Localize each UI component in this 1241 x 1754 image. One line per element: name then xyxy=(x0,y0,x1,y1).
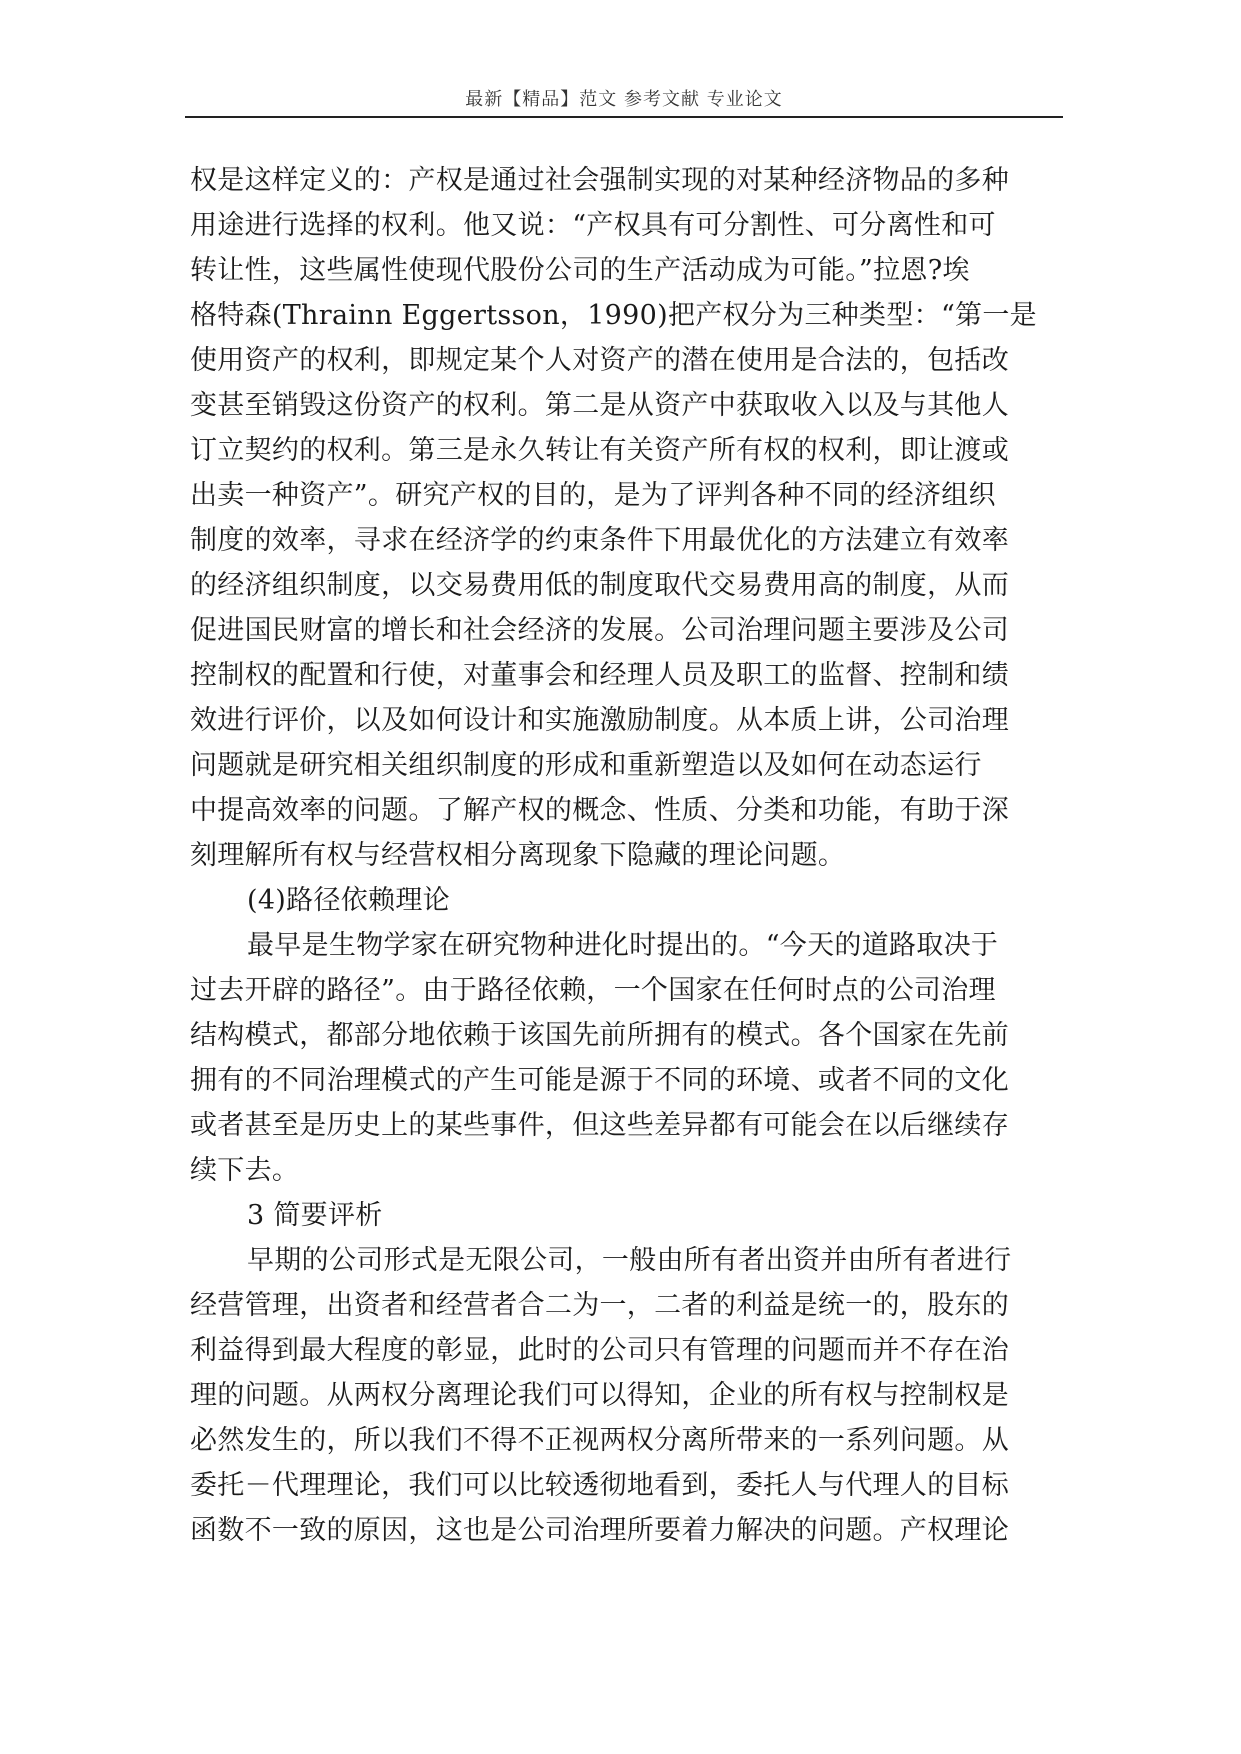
text-line: 刻理解所有权与经营权相分离现象下隐藏的理论问题。 xyxy=(190,840,846,871)
text-line: 最早是生物学家在研究物种进化时提出的。“今天的道路取决于 xyxy=(247,930,999,961)
text-line: 经营管理，出资者和经营者合二为一，二者的利益是统一的，股东的 xyxy=(190,1290,1009,1321)
text-line: 过去开辟的路径”。由于路径依赖，一个国家在任何时点的公司治理 xyxy=(190,975,996,1006)
page-header: 最新【精品】范文 参考文献 专业论文 xyxy=(465,89,783,110)
header-rule xyxy=(185,116,1063,118)
text-line: 出卖一种资产”。研究产权的目的，是为了评判各种不同的经济组织 xyxy=(190,480,996,511)
text-line: 续下去。 xyxy=(190,1155,300,1186)
text-line: 必然发生的，所以我们不得不正视两权分离所带来的一系列问题。从 xyxy=(190,1425,1009,1456)
text-line: 转让性，这些属性使现代股份公司的生产活动成为可能。”拉恩?埃 xyxy=(190,255,970,286)
section-heading: 3 简要评析 xyxy=(247,1200,383,1231)
text-line: 用途进行选择的权利。他又说：“产权具有可分割性、可分离性和可 xyxy=(190,210,996,241)
document-body xyxy=(190,158,1060,1553)
text-line: 理的问题。从两权分离理论我们可以得知，企业的所有权与控制权是 xyxy=(190,1380,1009,1411)
text-line: 使用资产的权利，即规定某个人对资产的潜在使用是合法的，包括改 xyxy=(190,345,1009,376)
text-line: 问题就是研究相关组织制度的形成和重新塑造以及如何在动态运行 xyxy=(190,750,982,781)
text-line: 订立契约的权利。第三是永久转让有关资产所有权的权利，即让渡或 xyxy=(190,435,1009,466)
text-line: 格特森(Thrainn Eggertsson，1990)把产权分为三种类型：“第一是 xyxy=(190,300,1037,331)
text-line: 的经济组织制度，以交易费用低的制度取代交易费用高的制度，从而 xyxy=(190,570,1009,601)
text-line: 结构模式，都部分地依赖于该国先前所拥有的模式。各个国家在先前 xyxy=(190,1020,1009,1051)
text-line: 效进行评价，以及如何设计和实施激励制度。从本质上讲，公司治理 xyxy=(190,705,1009,736)
text-line: 或者甚至是历史上的某些事件，但这些差异都有可能会在以后继续存 xyxy=(190,1110,1009,1141)
text-line: 制度的效率，寻求在经济学的约束条件下用最优化的方法建立有效率 xyxy=(190,525,1009,556)
text-line: 委托－代理理论，我们可以比较透彻地看到，委托人与代理人的目标 xyxy=(190,1470,1009,1501)
text-line: 控制权的配置和行使，对董事会和经理人员及职工的监督、控制和绩 xyxy=(190,660,1009,691)
text-line: 函数不一致的原因，这也是公司治理所要着力解决的问题。产权理论 xyxy=(190,1515,1009,1546)
text-line: 拥有的不同治理模式的产生可能是源于不同的环境、或者不同的文化 xyxy=(190,1065,1009,1096)
text-line: 利益得到最大程度的彰显，此时的公司只有管理的问题而并不存在治 xyxy=(190,1335,1009,1366)
text-line: 中提高效率的问题。了解产权的概念、性质、分类和功能，有助于深 xyxy=(190,795,1009,826)
text-line: 变甚至销毁这份资产的权利。第二是从资产中获取收入以及与其他人 xyxy=(190,390,1009,421)
text-line: 早期的公司形式是无限公司，一般由所有者出资并由所有者进行 xyxy=(247,1245,1012,1276)
text-line: 促进国民财富的增长和社会经济的发展。公司治理问题主要涉及公司 xyxy=(190,615,1009,646)
text-line: 权是这样定义的：产权是通过社会强制实现的对某种经济物品的多种 xyxy=(190,165,1009,196)
section-heading: (4)路径依赖理论 xyxy=(247,885,450,916)
